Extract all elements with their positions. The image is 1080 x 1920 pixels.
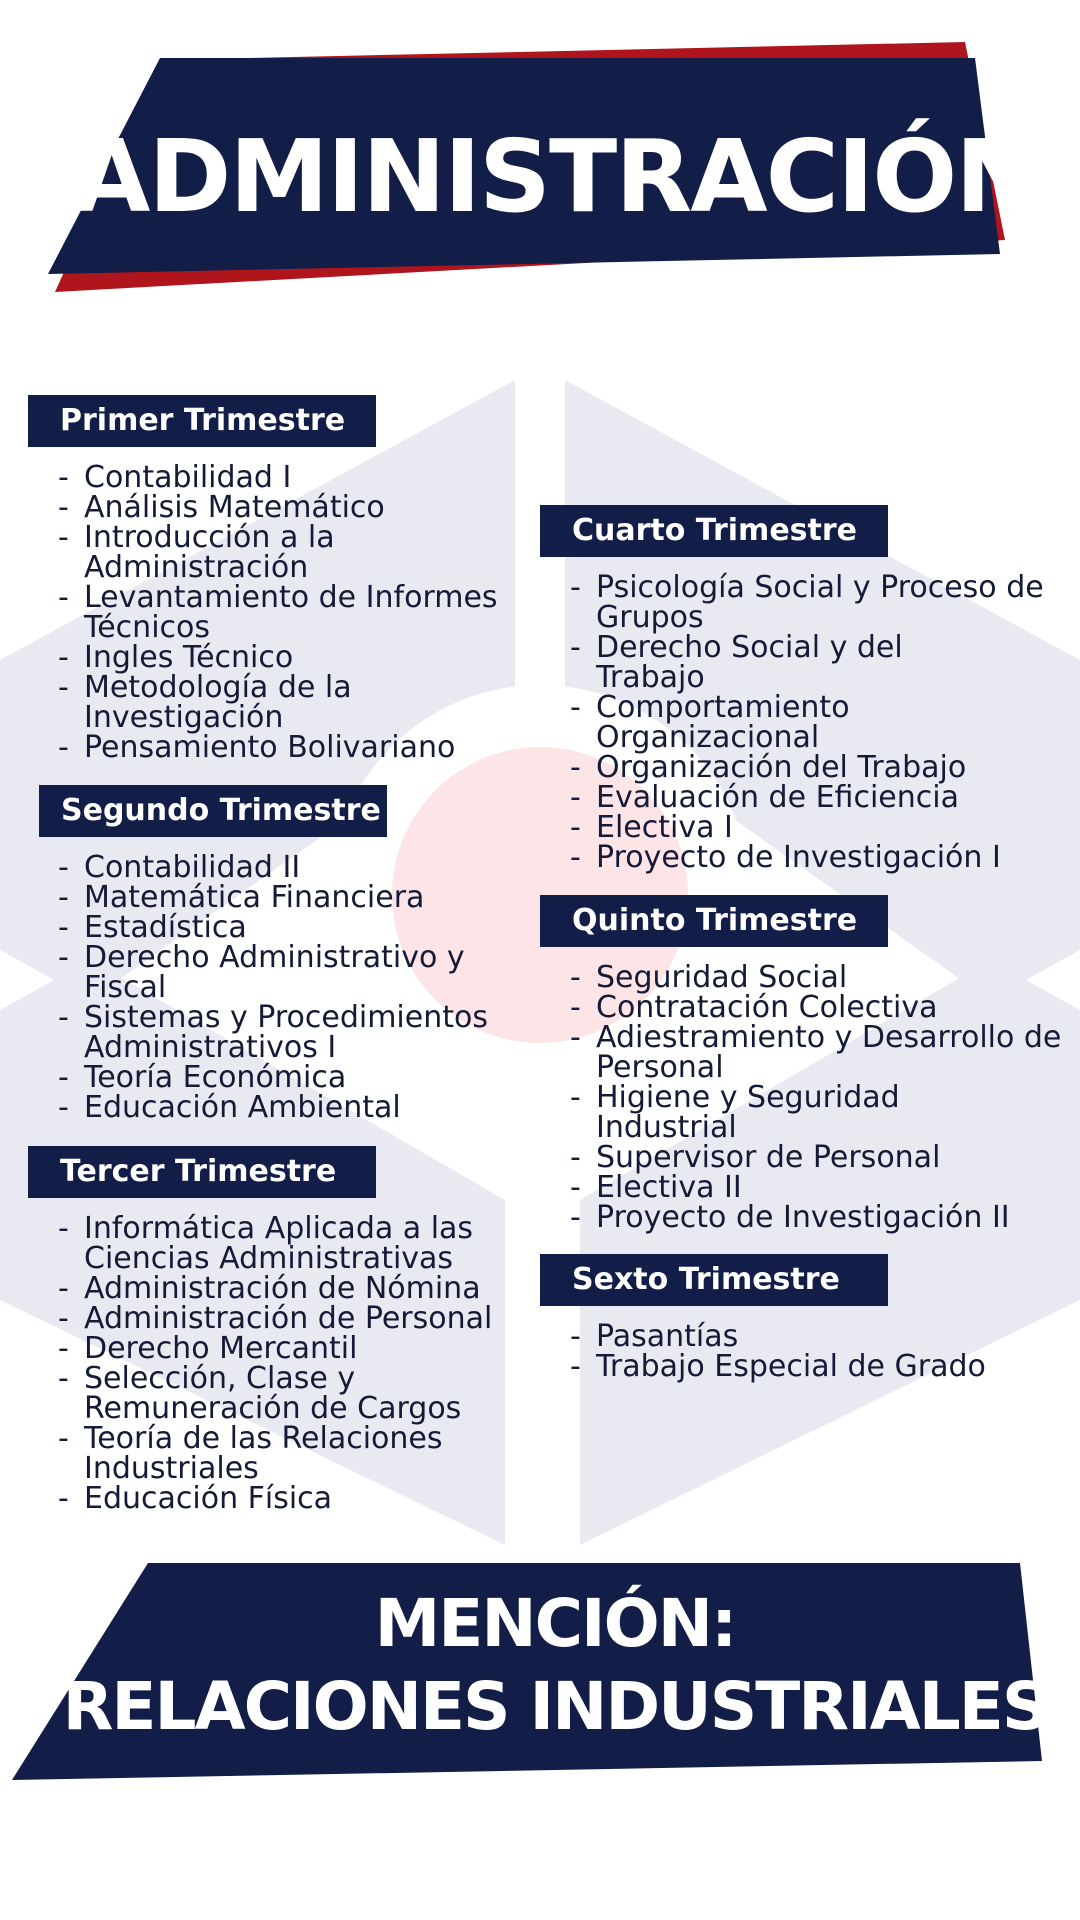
mention-label: MENCIÓN: bbox=[374, 1585, 736, 1662]
course-list bbox=[58, 460, 524, 765]
list-item: - Teoría Económica bbox=[58, 1063, 524, 1093]
section-header: Cuarto Trimestre bbox=[540, 505, 888, 557]
bottom-banner bbox=[0, 1555, 1080, 1805]
list-item: - Introducción a la Administración bbox=[58, 523, 384, 583]
list-item: - Administración de Nómina bbox=[58, 1274, 504, 1304]
list-item: - Supervisor de Personal bbox=[570, 1143, 1076, 1173]
section-header: Sexto Trimestre bbox=[540, 1254, 888, 1306]
list-item: - Ingles Técnico bbox=[58, 643, 524, 673]
list-item: - Informática Aplicada a las Ciencias Administrativas bbox=[58, 1214, 504, 1274]
list-item: - Sistemas y Procedimientos Administrativos I bbox=[58, 1003, 524, 1063]
list-item: - Higiene y Seguridad Industrial bbox=[570, 1083, 936, 1143]
course-list bbox=[570, 570, 1056, 875]
top-banner bbox=[0, 40, 1080, 300]
list-item: - Educación Física bbox=[58, 1484, 504, 1514]
course-list bbox=[58, 1211, 504, 1516]
list-item: - Psicología Social y Proceso de Grupos bbox=[570, 573, 1056, 633]
list-item: - Organización del Trabajo bbox=[570, 753, 1056, 783]
list-item: - Electiva I bbox=[570, 813, 1056, 843]
section-header: Tercer Trimestre bbox=[28, 1146, 376, 1198]
section-header: Primer Trimestre bbox=[28, 395, 376, 447]
list-item: - Electiva II bbox=[570, 1173, 1076, 1203]
page-title: ADMINISTRACIÓN bbox=[73, 118, 1037, 235]
list-item: - Teoría de las Relaciones Industriales bbox=[58, 1424, 484, 1484]
course-list bbox=[570, 1319, 986, 1384]
list-item: - Estadística bbox=[58, 913, 524, 943]
list-item: - Proyecto de Investigación II bbox=[570, 1203, 1076, 1233]
list-item: - Derecho Social y del Trabajo bbox=[570, 633, 956, 693]
list-item: - Contabilidad II bbox=[58, 853, 524, 883]
list-item: - Selección, Clase y Remuneración de Cargos bbox=[58, 1364, 504, 1424]
list-item: - Derecho Administrativo y Fiscal bbox=[58, 943, 514, 1003]
list-item: - Comportamiento Organizacional bbox=[570, 693, 896, 753]
list-item: - Metodología de la Investigación bbox=[58, 673, 414, 733]
list-item: - Pensamiento Bolivariano bbox=[58, 733, 524, 763]
list-item: - Contratación Colectiva bbox=[570, 993, 1076, 1023]
list-item: - Seguridad Social bbox=[570, 963, 1076, 993]
course-list bbox=[58, 850, 524, 1125]
list-item: - Matemática Financiera bbox=[58, 883, 524, 913]
list-item: - Proyecto de Investigación I bbox=[570, 843, 1056, 873]
section-header: Quinto Trimestre bbox=[540, 895, 888, 947]
list-item: - Análisis Matemático bbox=[58, 493, 524, 523]
list-item: - Evaluación de Eficiencia bbox=[570, 783, 1056, 813]
mention-name: RELACIONES INDUSTRIALES bbox=[62, 1668, 1048, 1745]
course-list bbox=[570, 960, 1076, 1235]
list-item: - Trabajo Especial de Grado bbox=[570, 1352, 986, 1382]
list-item: - Levantamiento de Informes Técnicos bbox=[58, 583, 524, 643]
list-item: - Educación Ambiental bbox=[58, 1093, 524, 1123]
list-item: - Administración de Personal bbox=[58, 1304, 504, 1334]
list-item: - Derecho Mercantil bbox=[58, 1334, 504, 1364]
section-header: Segundo Trimestre bbox=[39, 785, 387, 837]
list-item: - Contabilidad I bbox=[58, 463, 524, 493]
list-item: - Adiestramiento y Desarrollo de Personal bbox=[570, 1023, 1076, 1083]
list-item: - Pasantías bbox=[570, 1322, 986, 1352]
